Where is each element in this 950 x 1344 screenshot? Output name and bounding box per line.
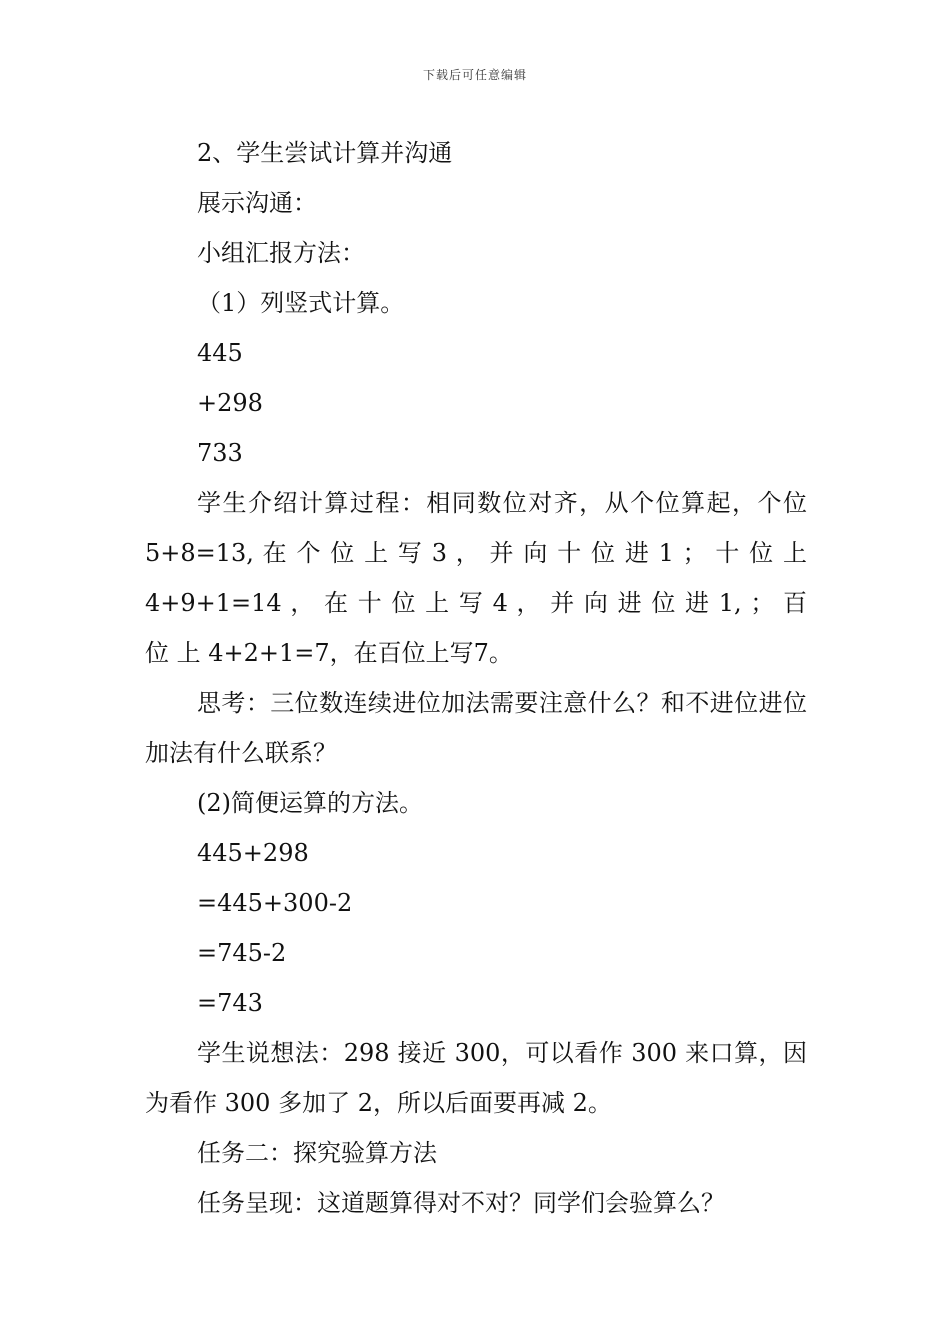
section-heading: 2、学生尝试计算并沟通 (197, 139, 453, 167)
math-line: 733 (197, 439, 243, 467)
paragraph: 小组汇报方法： (197, 239, 365, 267)
math-line: +298 (197, 389, 263, 417)
math-line: 445 (197, 339, 243, 367)
paragraph: 展示沟通： (197, 189, 317, 217)
math-line: =745-2 (197, 939, 287, 967)
math-line: =445+300-2 (197, 889, 353, 917)
paragraph: 任务呈现：这道题算得对不对？同学们会验算么？ (197, 1189, 725, 1217)
task-heading: 任务二：探究验算方法 (197, 1139, 437, 1167)
document-body (145, 128, 807, 1228)
math-line: 445+298 (197, 839, 309, 867)
page-header: 下载后可任意编辑 (422, 68, 527, 82)
math-line: =743 (197, 989, 263, 1017)
method-heading: （1）列竖式计算。 (197, 289, 405, 317)
method-heading: (2)简便运算的方法。 (197, 789, 423, 817)
paragraph: 学生说想法：298 接近 300，可以看作 300 来口算，因为看作 300 多加了 2，所以后面要再减 2。 (145, 1039, 807, 1117)
paragraph: 学生介绍计算过程：相同数位对齐，从个位算起，个位 5+8=13, 在 个 位 上 写 3 ， 并 向 十 位 进 1 ； 十 位 上 4+9+1=14 ， 在 十 位 上 写 4 ， 并 向 进 位 进 1, ； 百 位 上 4+2+1=7，在百位上写7。 (145, 489, 807, 667)
paragraph: 思考：三位数连续进位加法需要注意什么？和不进位进位加法有什么联系？ (145, 689, 807, 767)
